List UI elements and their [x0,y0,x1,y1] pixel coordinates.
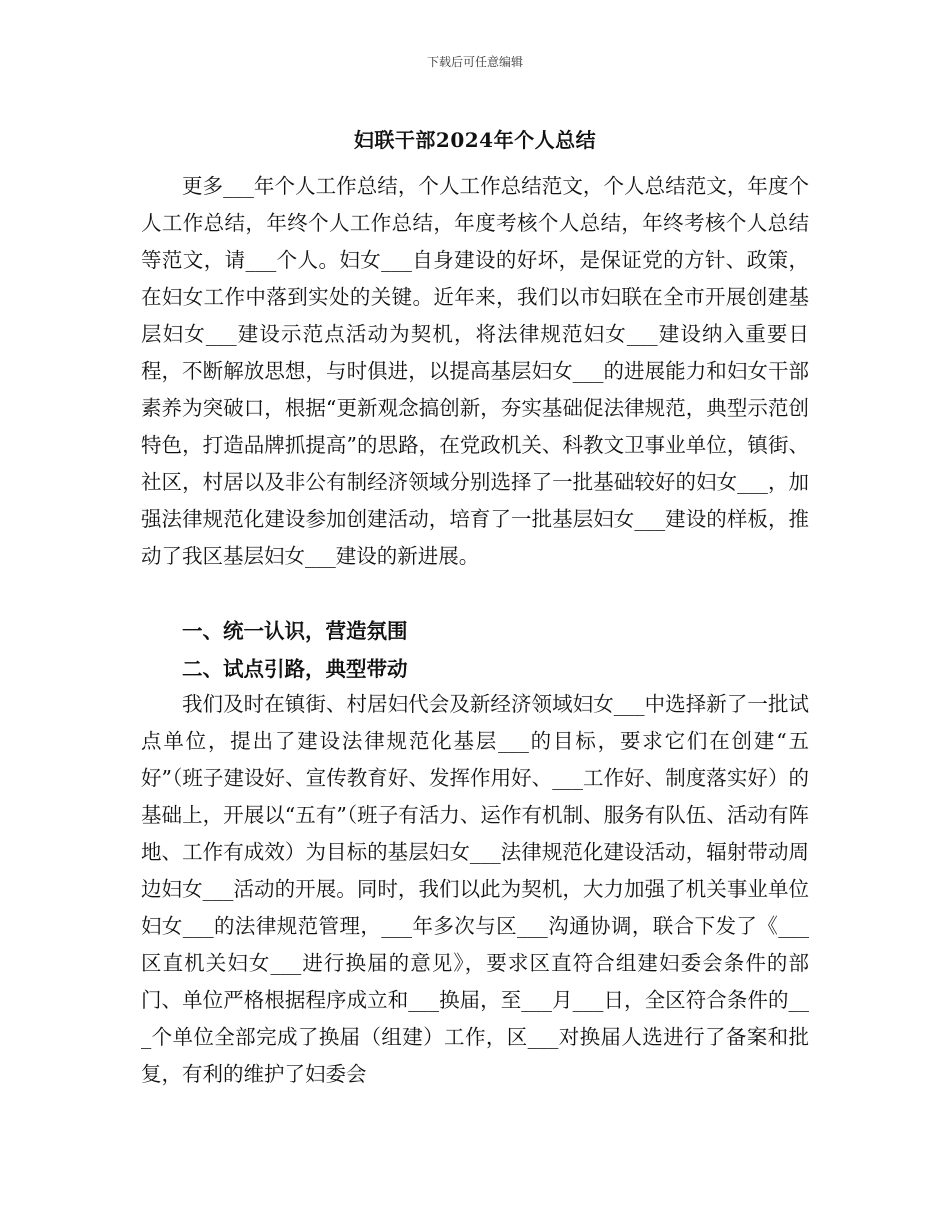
document-title: 妇联干部2024年个人总结 [353,128,597,152]
paragraph-pilot: 我们及时在镇街、村居妇代会及新经济领域妇女___中选择新了一批试点单位，提出了建设法律规范化基层___的目标，要求它们在创建“五好”（班子建设好、宣传教育好、发挥作用好、___工作好、制度落实好）的基础上，开展以“五有”（班子有活力、运作有机制、服务有队伍、活动有阵地、工作有成效）为目标的基层妇女___法律规范化建设活动，辐射带动周边妇女___活动的开展。同时，我们以此为契机，大力加强了机关事业单位妇女___的法律规范管理，___年多次与区___沟通协调，联合下发了《___区直机关妇女___进行换届的意见》，要求区直符合组建妇委会条件的部门、单位严格根据程序成立和___换届，至___月___日，全区符合条件的___个单位全部完成了换届（组建）工作，区___对换届人选进行了备案和批复，有利的维护了妇委会 [141,692,809,1086]
header-note: 下载后可任意编辑 [426,55,523,69]
section-heading-1: 一、统一认识，营造氛围 [182,619,408,643]
paragraph-intro: 更多___年个人工作总结，个人工作总结范文，个人总结范文，年度个人工作总结，年终个人工作总结，年度考核个人总结，年终考核个人总结等范文，请___个人。妇女___自身建设的好坏，是保证党的方针、政策，在妇女工作中落到实处的关键。近年来，我们以市妇联在全市开展创建基层妇女___建设示范点活动为契机，将法律规范妇女___建设纳入重要日程，不断解放思想，与时俱进，以提高基层妇女___的进展能力和妇女干部素养为突破口，根据“更新观念搞创新，夯实基础促法律规范，典型示范创特色，打造品牌抓提高”的思路，在党政机关、科教文卫事业单位，镇街、社区，村居以及非公有制经济领域分别选择了一批基础较好的妇女___，加强法律规范化建设参加创建活动，培育了一批基层妇女___建设的样板，推动了我区基层妇女___建设的新进展。 [141,174,809,568]
section-heading-2: 二、试点引路，典型带动 [182,657,408,681]
